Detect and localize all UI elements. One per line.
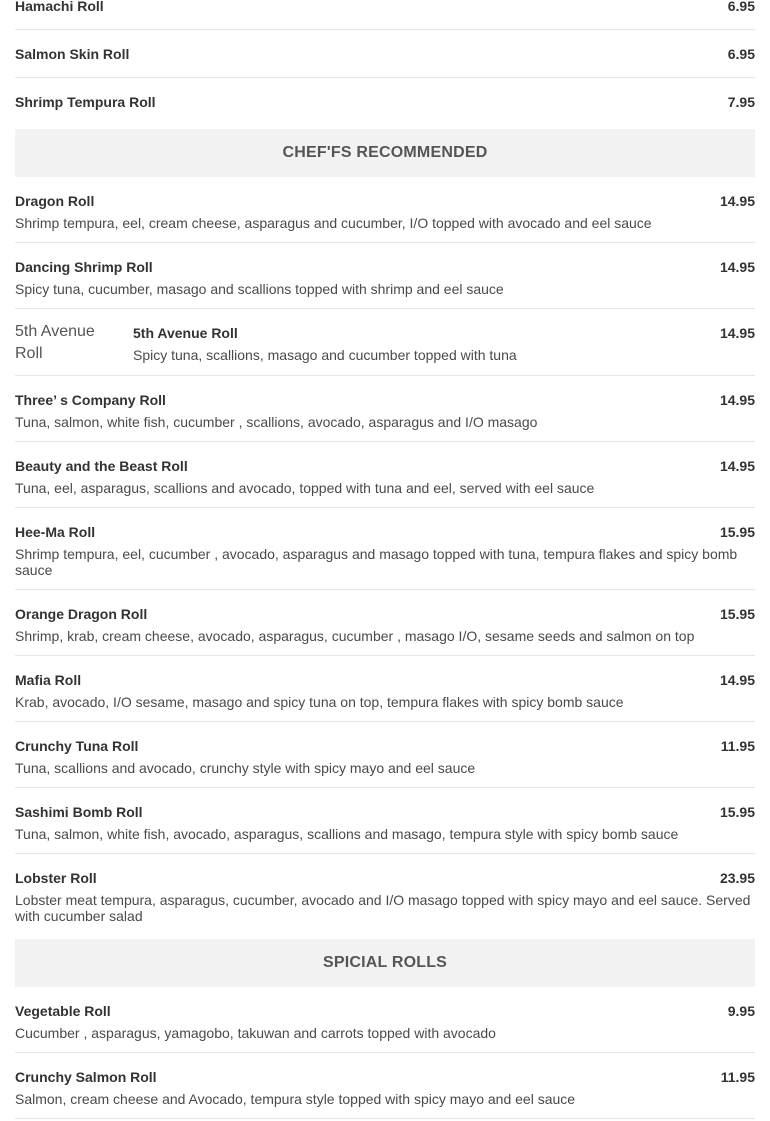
item-name: Hamachi Roll xyxy=(15,0,104,14)
item-price: 14.95 xyxy=(719,392,755,408)
menu-item[interactable] xyxy=(15,30,755,78)
menu-item[interactable] xyxy=(15,376,755,442)
item-description: Tuna, eel, asparagus, scallions and avocado, topped with tuna and eel, served with eel sauce xyxy=(15,480,595,496)
item-price: 7.95 xyxy=(727,94,755,110)
item-image[interactable] xyxy=(15,321,125,363)
item-name: Three’ s Company Roll xyxy=(15,392,166,408)
menu-item[interactable] xyxy=(15,442,755,508)
item-name: Sashimi Bomb Roll xyxy=(15,804,143,820)
item-description: Salmon, cream cheese and Avocado, tempura style topped with spicy mayo and eel sauce xyxy=(15,1091,576,1107)
item-description: Cucumber , asparagus, yamagobo, takuwan and carrots topped with avocado xyxy=(15,1025,496,1041)
item-name: Lobster Roll xyxy=(15,870,97,886)
item-price: 9.95 xyxy=(727,1003,755,1019)
section-title: SPICIAL ROLLS xyxy=(322,954,448,971)
item-price: 14.95 xyxy=(719,458,755,474)
item-price: 6.95 xyxy=(727,46,755,62)
item-price: 14.95 xyxy=(719,672,755,688)
item-name: Dancing Shrimp Roll xyxy=(15,259,153,275)
item-name: Shrimp Tempura Roll xyxy=(15,94,156,110)
menu-item[interactable] xyxy=(15,508,755,590)
item-name: Beauty and the Beast Roll xyxy=(15,458,188,474)
item-price: 6.95 xyxy=(727,0,755,14)
item-name: Orange Dragon Roll xyxy=(15,606,148,622)
section-header-chefs-recommended xyxy=(15,129,755,177)
item-price: 11.95 xyxy=(720,1069,755,1085)
section-title: CHEF'FS RECOMMENDED xyxy=(282,144,488,161)
item-price: 15.95 xyxy=(719,804,755,820)
item-description: Krab, avocado, I/O sesame, masago and spicy tuna on top, tempura flakes with spicy bomb sauce xyxy=(15,694,624,710)
item-name: Crunchy Salmon Roll xyxy=(15,1069,157,1085)
item-name: Salmon Skin Roll xyxy=(15,46,130,62)
menu-item[interactable] xyxy=(15,78,755,125)
menu-item[interactable] xyxy=(15,722,755,788)
item-description: Shrimp tempura, eel, cucumber , avocado, asparagus and masago topped with tuna, tempura flakes and spicy bomb sauce xyxy=(15,546,738,578)
menu-item[interactable] xyxy=(15,309,755,376)
item-description: Shrimp, krab, cream cheese, avocado, asparagus, cucumber , masago I/O, sesame seeds and salmon on top xyxy=(15,628,695,644)
item-price: 14.95 xyxy=(719,259,755,275)
item-price: 14.95 xyxy=(719,325,755,341)
item-name: Hee-Ma Roll xyxy=(15,524,96,540)
item-price: 11.95 xyxy=(720,738,755,754)
menu-item[interactable] xyxy=(15,177,755,243)
menu-page xyxy=(15,0,755,1119)
item-description: Spicy tuna, cucumber, masago and scallions topped with shrimp and eel sauce xyxy=(15,281,504,297)
item-name: 5th Avenue Roll xyxy=(133,325,238,341)
menu-item[interactable] xyxy=(15,1053,755,1119)
menu-item[interactable] xyxy=(15,987,755,1053)
image-alt-text: 5th Avenue Roll xyxy=(15,323,95,362)
item-name: Crunchy Tuna Roll xyxy=(15,738,139,754)
menu-item[interactable] xyxy=(15,656,755,722)
menu-item[interactable] xyxy=(15,243,755,309)
item-description: Shrimp tempura, eel, cream cheese, asparagus and cucumber, I/O topped with avocado and eel sauce xyxy=(15,215,652,231)
item-price: 15.95 xyxy=(719,524,755,540)
section-header-special-rolls xyxy=(15,939,755,987)
item-name: Mafia Roll xyxy=(15,672,82,688)
item-description: Tuna, salmon, white fish, avocado, asparagus, scallions and masago, tempura style with spicy bomb sauce xyxy=(15,826,679,842)
item-name: Vegetable Roll xyxy=(15,1003,111,1019)
item-description: Lobster meat tempura, asparagus, cucumber, avocado and I/O masago topped with spicy mayo and eel sauce. Served with cucumber salad xyxy=(15,892,751,924)
menu-item[interactable] xyxy=(15,0,755,30)
menu-item[interactable] xyxy=(15,854,755,935)
item-description: Tuna, salmon, white fish, cucumber , scallions, avocado, asparagus and I/O masago xyxy=(15,414,538,430)
menu-item[interactable] xyxy=(15,590,755,656)
menu-item[interactable] xyxy=(15,788,755,854)
item-price: 23.95 xyxy=(719,870,755,886)
item-description: Tuna, scallions and avocado, crunchy style with spicy mayo and eel sauce xyxy=(15,760,476,776)
item-description: Spicy tuna, scallions, masago and cucumber topped with tuna xyxy=(133,347,517,363)
item-name: Dragon Roll xyxy=(15,193,95,209)
item-price: 14.95 xyxy=(719,193,755,209)
item-price: 15.95 xyxy=(719,606,755,622)
